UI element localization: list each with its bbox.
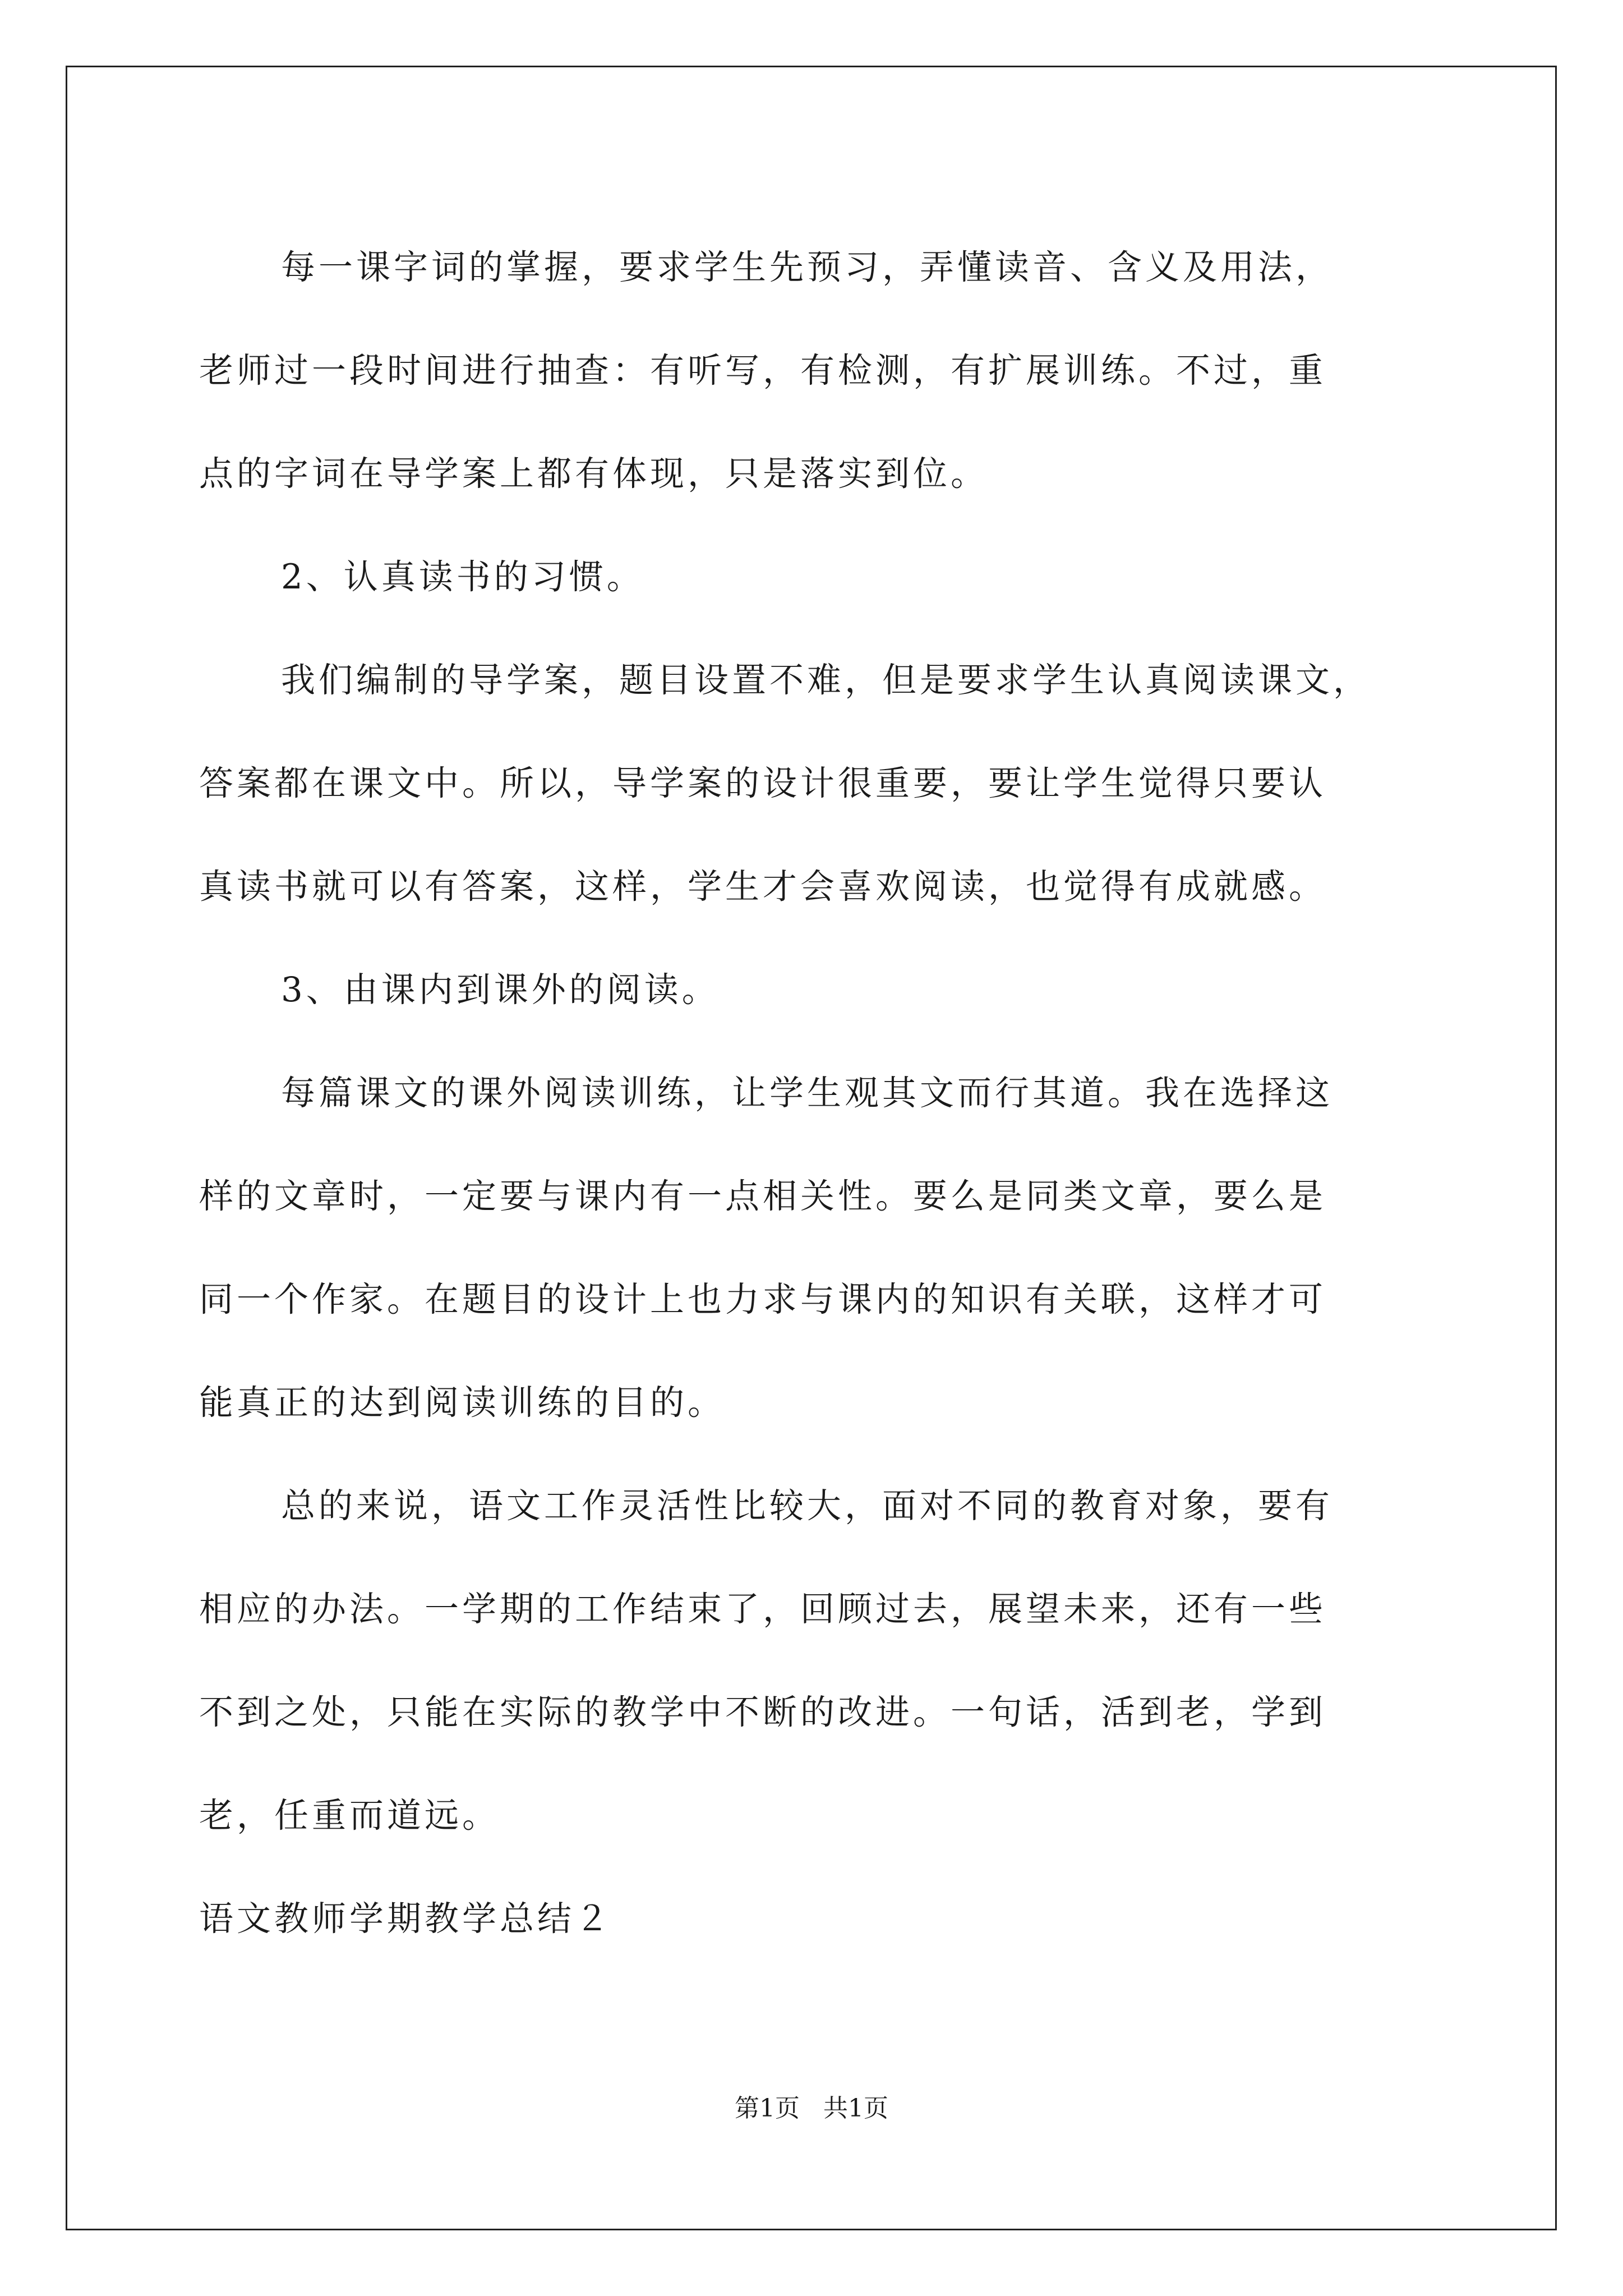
paragraph-line: 总的来说，语文工作灵活性比较大，面对不同的教育对象，要有 — [281, 1486, 1334, 1526]
section-heading: 语文教师学期教学总结２ — [199, 1899, 613, 1939]
paragraph-line: 同一个作家。在题目的设计上也力求与课内的知识有关联，这样才可 — [199, 1280, 1327, 1319]
paragraph-reading-training — [199, 1042, 1433, 1455]
paragraph-line: 真读书就可以有答案，这样，学生才会喜欢阅读，也觉得有成就感。 — [199, 867, 1327, 907]
paragraph-line: 点的字词在导学案上都有体现，只是落实到位。 — [199, 454, 989, 494]
paragraph-line: 每一课字词的掌握，要求学生先预习，弄懂读音、含义及用法， — [281, 247, 1334, 287]
paragraph-line: 3、由课内到课外的阅读。 — [281, 970, 720, 1010]
subheading-extracurricular-reading — [199, 938, 1433, 1042]
paragraph-line: 答案都在课文中。所以，导学案的设计很重要，要让学生觉得只要认 — [199, 763, 1327, 803]
page-number-current: 第1页 — [735, 2094, 800, 2123]
paragraph-line: 老，任重而道远。 — [199, 1796, 500, 1835]
paragraph-line: 每篇课文的课外阅读训练，让学生观其文而行其道。我在选择这 — [281, 1073, 1334, 1113]
paragraph-word-mastery — [199, 216, 1433, 526]
page-number-total: 共1页 — [823, 2094, 888, 2123]
paragraph-guide-design — [199, 629, 1433, 938]
subheading-reading-habit — [199, 526, 1433, 629]
paragraph-line: 相应的办法。一学期的工作结束了，回顾过去，展望未来，还有一些 — [199, 1589, 1327, 1629]
page-footer — [0, 2088, 1623, 2124]
paragraph-line: 老师过一段时间进行抽查：有听写，有检测，有扩展训练。不过，重 — [199, 351, 1327, 390]
paragraph-line: 样的文章时，一定要与课内有一点相关性。要么是同类文章，要么是 — [199, 1176, 1327, 1216]
paragraph-line: 我们编制的导学案，题目设置不难，但是要求学生认真阅读课文， — [281, 660, 1371, 700]
paragraph-line: 能真正的达到阅读训练的目的。 — [199, 1383, 726, 1423]
paragraph-line: 2、认真读书的习惯。 — [281, 557, 644, 597]
document-body — [199, 216, 1433, 1971]
paragraph-summary — [199, 1455, 1433, 1867]
paragraph-line: 不到之处，只能在实际的教学中不断的改进。一句话，活到老，学到 — [199, 1692, 1327, 1732]
